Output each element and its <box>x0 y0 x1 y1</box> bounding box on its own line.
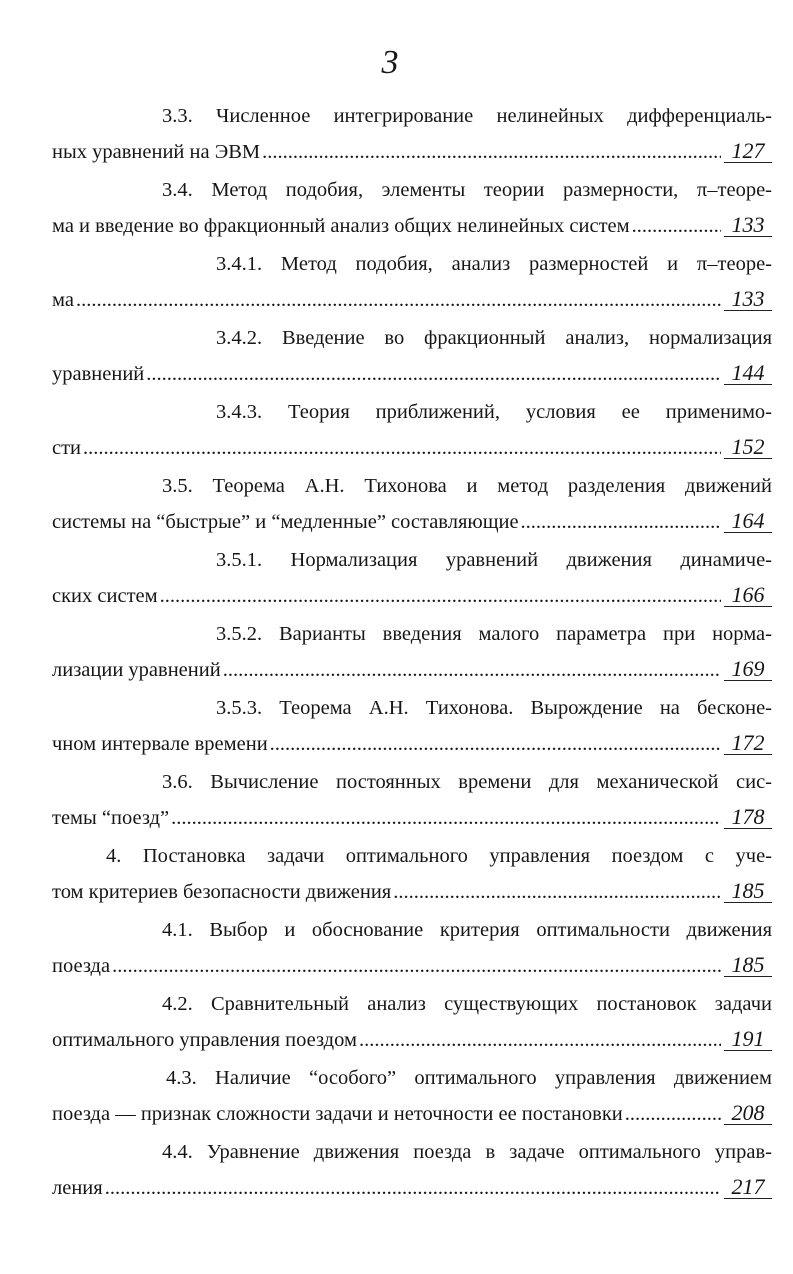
entry-heading-tail: том критериев безопасности движения <box>52 881 392 903</box>
entry-heading-tail: ма и введение во фракционный анализ общих нелинейных систем <box>52 215 630 237</box>
dot-leader <box>160 578 721 614</box>
entry-heading-line: 4.4. Уравнение движения поезда в задаче оптимального управ- <box>162 1141 772 1163</box>
handwritten-page-ref: 164 <box>724 510 772 533</box>
entry-continuation <box>52 430 772 466</box>
entry-heading-line: 3.6. Вычисление постоянных времени для механической сис- <box>162 771 772 793</box>
entry-heading-tail: поезда — признак сложности задачи и неточности ее постановки <box>52 1103 623 1125</box>
entry-heading-tail: ма <box>52 289 74 311</box>
entry-continuation <box>52 1022 772 1058</box>
entry-continuation <box>52 726 772 762</box>
toc-entry <box>52 764 772 836</box>
dot-leader <box>171 800 721 836</box>
handwritten-page-ref: 144 <box>724 362 772 385</box>
handwritten-page-ref: 185 <box>724 954 772 977</box>
entry-continuation <box>52 1170 772 1206</box>
dot-leader <box>223 652 721 688</box>
toc-entry <box>52 172 772 244</box>
entry-heading-tail: темы “поезд” <box>52 807 170 829</box>
dot-leader <box>359 1022 721 1058</box>
entry-heading-tail: поезда <box>52 955 111 977</box>
handwritten-page-ref: 217 <box>724 1176 772 1199</box>
entry-heading-tail: лизации уравнений <box>52 659 221 681</box>
handwritten-page-ref: 172 <box>724 732 772 755</box>
dot-leader <box>270 726 721 762</box>
entry-continuation <box>52 578 772 614</box>
entry-heading-tail: оптимального управления поездом <box>52 1029 357 1051</box>
entry-continuation <box>52 874 772 910</box>
dot-leader <box>393 874 721 910</box>
dot-leader <box>112 948 721 984</box>
entry-heading-line: 3.3. Численное интегрирование нелинейных дифференциаль- <box>162 105 772 127</box>
toc-entry <box>52 616 772 688</box>
handwritten-page-ref: 127 <box>724 140 772 163</box>
toc-entry <box>52 912 772 984</box>
entry-continuation <box>52 948 772 984</box>
handwritten-page-ref: 208 <box>724 1102 772 1125</box>
handwritten-page-ref: 185 <box>724 880 772 903</box>
entry-heading-line: 3.5.3. Теорема А.Н. Тихонова. Вырождение на бесконе- <box>216 697 772 719</box>
handwritten-page-ref: 133 <box>724 288 772 311</box>
dot-leader <box>83 430 721 466</box>
toc-entry <box>52 1134 772 1206</box>
entry-heading-tail: сти <box>52 437 82 459</box>
entry-continuation <box>52 652 772 688</box>
entry-heading-line: 4.3. Наличие “особого” оптимального управления движением <box>166 1067 772 1089</box>
entry-heading-line: 4. Постановка задачи оптимального управления поездом с уче- <box>106 845 772 867</box>
toc-entry <box>52 320 772 392</box>
handwritten-page-ref: 178 <box>724 806 772 829</box>
entry-heading-line: 3.5.2. Варианты введения малого параметра при норма- <box>216 623 772 645</box>
handwritten-page-ref: 133 <box>724 214 772 237</box>
entry-heading-line: 4.2. Сравнительный анализ существующих постановок задачи <box>162 993 772 1015</box>
entry-heading-tail: системы на “быстрые” и “медленные” составляющие <box>52 511 519 533</box>
entry-heading-line: 4.1. Выбор и обоснование критерия оптимальности движения <box>162 919 772 941</box>
handwritten-page-ref: 191 <box>724 1028 772 1051</box>
toc-entry <box>52 1060 772 1132</box>
entry-continuation <box>52 800 772 836</box>
handwritten-page-ref: 166 <box>724 584 772 607</box>
toc-entry <box>52 542 772 614</box>
entry-heading-tail: чном интервале времени <box>52 733 268 755</box>
entry-heading-tail: уравнений <box>52 363 145 385</box>
dot-leader <box>146 356 721 392</box>
entry-heading-line: 3.5. Теорема А.Н. Тихонова и метод разделения движений <box>162 475 772 497</box>
page-number: 3 <box>381 44 399 81</box>
entry-continuation <box>52 356 772 392</box>
toc-entry <box>52 394 772 466</box>
entry-continuation <box>52 208 772 244</box>
dot-leader <box>105 1170 721 1206</box>
entry-continuation <box>52 504 772 540</box>
toc-entry <box>52 246 772 318</box>
handwritten-page-ref: 169 <box>724 658 772 681</box>
entry-heading-line: 3.4. Метод подобия, элементы теории размерности, π–теоре- <box>162 179 772 201</box>
entry-continuation <box>52 1096 772 1132</box>
dot-leader <box>632 208 721 244</box>
toc-entry <box>52 986 772 1058</box>
toc-entry <box>52 838 772 910</box>
entry-heading-line: 3.4.2. Введение во фракционный анализ, нормализация <box>216 327 772 349</box>
entry-continuation <box>52 134 772 170</box>
entry-heading-tail: ских систем <box>52 585 158 607</box>
entry-continuation <box>52 282 772 318</box>
toc-entry <box>52 98 772 170</box>
dot-leader <box>625 1096 721 1132</box>
toc-entry <box>52 690 772 762</box>
entry-heading-line: 3.5.1. Нормализация уравнений движения динамиче- <box>216 549 772 571</box>
entry-heading-tail: ных уравнений на ЭВМ <box>52 141 261 163</box>
dot-leader <box>262 134 721 170</box>
toc-entry <box>52 468 772 540</box>
entry-heading-line: 3.4.3. Теория приближений, условия ее применимо- <box>216 401 772 423</box>
dot-leader <box>521 504 721 540</box>
handwritten-page-ref: 152 <box>724 436 772 459</box>
dot-leader <box>76 282 721 318</box>
entry-heading-line: 3.4.1. Метод подобия, анализ размерностей и π–теоре- <box>216 253 772 275</box>
entry-heading-tail: ления <box>52 1177 103 1199</box>
